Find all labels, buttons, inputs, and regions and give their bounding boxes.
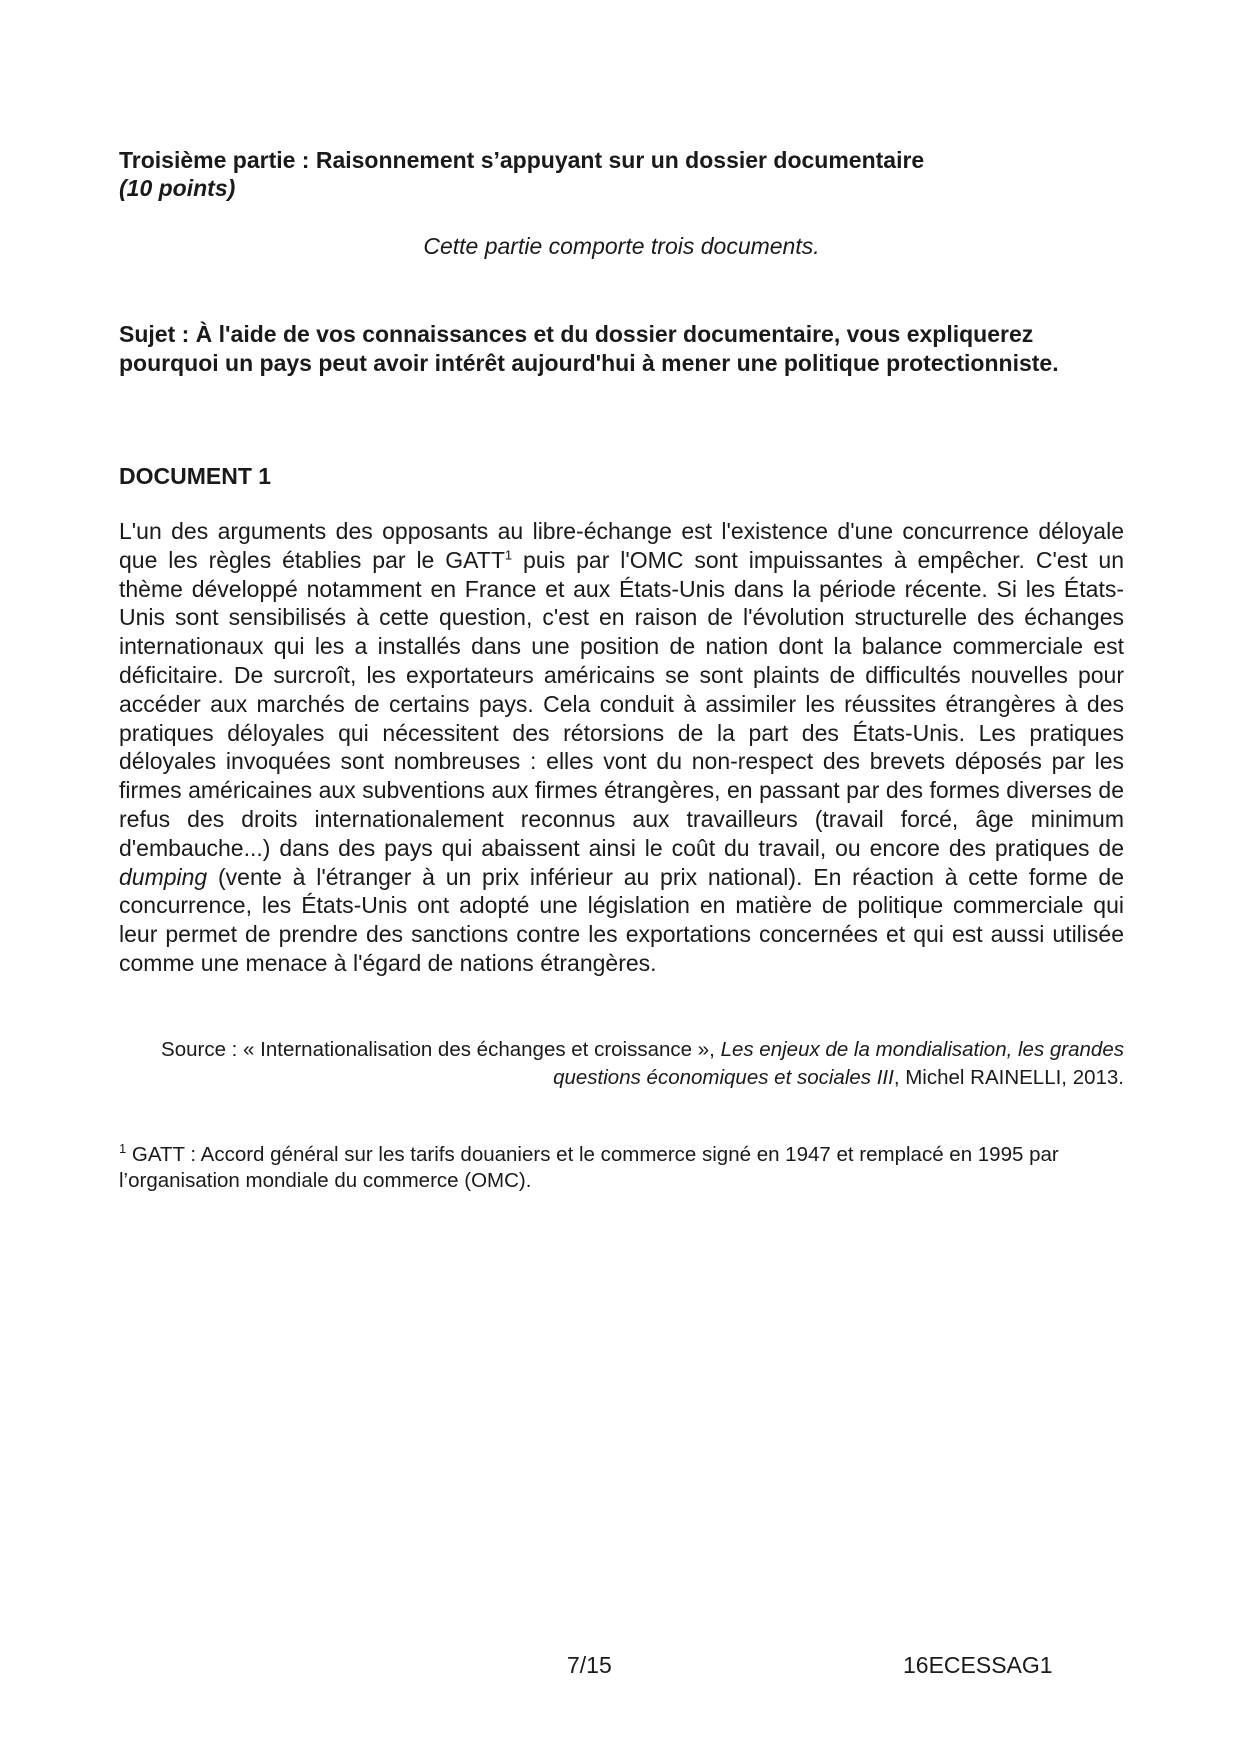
document-1-text-b: puis par l'OMC sont impuissantes à empêcher. C'est un thème développé notamment en France et aux États-Unis dans la période récente. Si les États-Unis sont sensibilisés à cette question, c'est en raison de l'évolution structurelle des échanges internationaux qui les a installés dans une position de nation dont la balance commerciale est déficitaire. De surcroît, les exportateurs américains se sont plaints de difficultés nouvelles pour accéder aux marchés de certains pays. Cela conduit à assimiler les réussites étrangères à des pratiques déloyales qui nécessitent des rétorsions de la part des États-Unis. Les pratiques déloyales invoquées sont nombreuses : elles vont du non-respect des brevets déposés par les firmes américaines aux subventions aux firmes étrangères, en passant par des formes diverses de refus des droits internationalement reconnus aux travailleurs (travail forcé, âge minimum d'embauche...) dans des pays qui abaissent ainsi le coût du travail, ou encore des pratiques de bbox=[119, 546, 1124, 861]
footnote-reference: 1 bbox=[504, 547, 513, 563]
source-prefix: Source : « Internationalisation des échanges et croissance », bbox=[161, 1038, 721, 1061]
footnote-marker: 1 bbox=[119, 1141, 127, 1157]
section-points: (10 points) bbox=[119, 175, 236, 201]
document-1-text-c: (vente à l'étranger à un prix inférieur au prix national). En réaction à cette forme de concurrence, les États-Unis ont adopté une législation en matière de politique commerciale qui leur permet de prendre des sanctions contre les exportations concernées et qui est aussi utilisée comme une menace à l'égard de nations étrangères. bbox=[119, 863, 1124, 976]
document-1-body bbox=[119, 517, 1124, 978]
document-1-heading: DOCUMENT 1 bbox=[119, 463, 272, 489]
section-title-text: Troisième partie : Raisonnement s’appuyant sur un dossier documentaire bbox=[119, 147, 925, 173]
document-1-text-a: L'un des arguments des opposants au libre-échange est l'existence d'une concurrence déloyale que les règles établies par le GATT bbox=[119, 518, 1124, 573]
subject-statement: Sujet : À l'aide de vos connaissances et du dossier documentaire, vous expliquerez pourquoi un pays peut avoir intérêt aujourd'hui à mener une politique protectionniste. bbox=[119, 321, 1059, 376]
section-intro: Cette partie comporte trois documents. bbox=[423, 233, 820, 259]
page-number: 7/15 bbox=[567, 1652, 612, 1678]
section-title bbox=[119, 146, 1124, 202]
exam-reference: 16ECESSAG1 bbox=[903, 1652, 1053, 1678]
source-suffix: , Michel RAINELLI, 2013. bbox=[893, 1066, 1124, 1089]
source-title: Les enjeux de la mondialisation, les grandes questions économiques et sociales III bbox=[553, 1038, 1124, 1089]
footnote-text: GATT : Accord général sur les tarifs douaniers et le commerce signé en 1947 et remplacé en 1995 par l’organisation mondiale du commerce (OMC). bbox=[119, 1143, 1059, 1192]
footnote bbox=[119, 1142, 1124, 1194]
dumping-term: dumping bbox=[119, 863, 208, 890]
document-1-source bbox=[119, 1036, 1124, 1092]
